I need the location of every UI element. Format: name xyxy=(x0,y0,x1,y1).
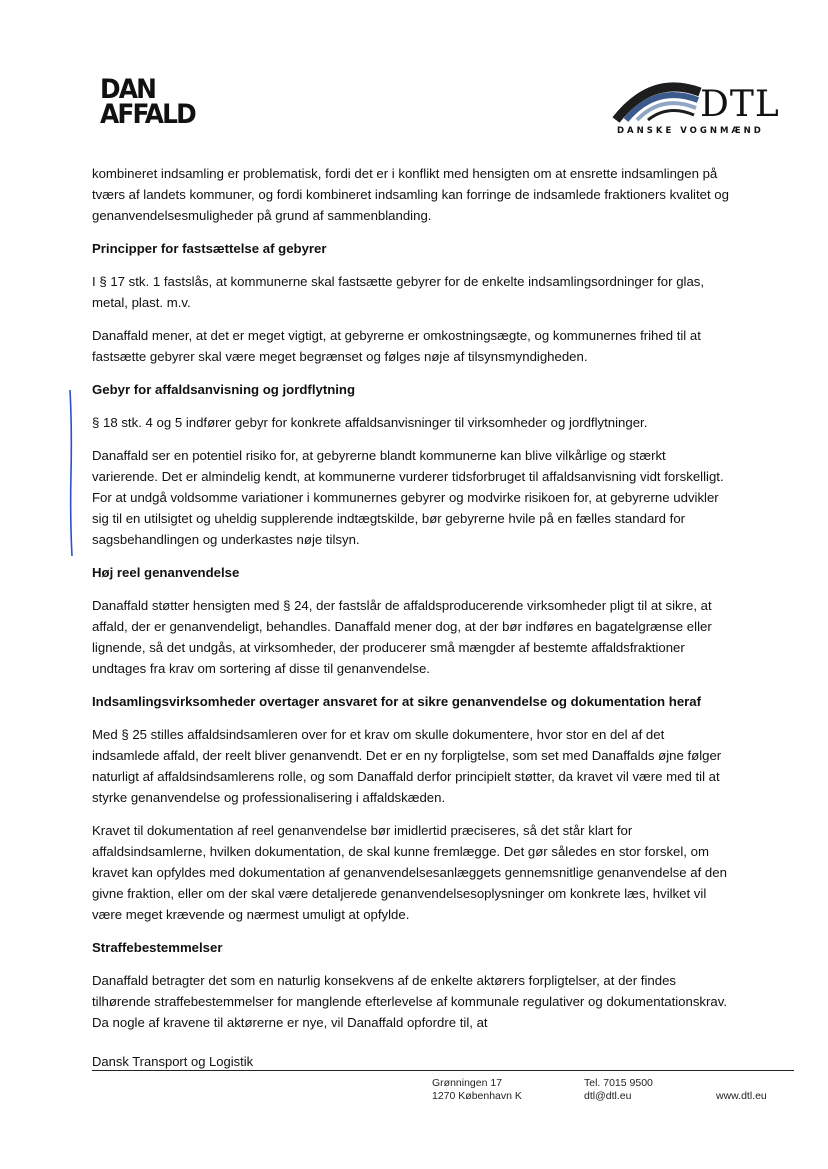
footer-organization: Dansk Transport og Logistik xyxy=(92,1054,254,1069)
paragraph: Kravet til dokumentation af reel genanvendelse bør imidlertid præciseres, så det står klart for affaldsindsamlerne, hvilken dokumentation, de skal kunne fremlægge. Det gør således en stor forskel, om kravet kan opfyldes med dokumentation af genanvendelsesanlæggets gennemsnitlige genanvendelse af den givne fraktion, eller om der skal være detaljerede genanvendelsesoplysninger om konkrete læs, hvilket vil være meget krævende og nærmest umuligt at opfylde. xyxy=(92,823,727,922)
paragraph: Danaffald mener, at det er meget vigtigt, at gebyrerne er omkostningsægte, og kommunernes frihed til at fastsætte gebyrer skal være meget begrænset og følges nøje af tilsynsmyndigheden. xyxy=(92,328,701,364)
paragraph: Danaffald støtter hensigten med § 24, der fastslår de affaldsproducerende virksomheder pligt til at sikre, at affald, der er genanvendeligt, behandles. Danaffald mener dog, at der bør indføres en bagatelgrænse eller lignende, så det undgås, at virksomheder, der producerer små mængder af bestemte affaldsfraktioner undtages fra krav om sortering af disse til genanvendelse. xyxy=(92,598,712,676)
paragraph: Danaffald ser en potentiel risiko for, at gebyrerne blandt kommunerne kan blive vilkårlige og stærkt varierende. Det er almindelig kendt, at kommunerne vurderer tidsforbruget til affaldsanvisning vidt forskelligt. For at undgå voldsomme variationer i kommunernes gebyrer og modvirke risikoen for, at gebyrerne udvikler sig til en utilsigtet og uheldig supplerende indtægtskilde, bør gebyrerne hvile på en fælles standard for sagsbehandlingen og underkastes nøje tilsyn. xyxy=(92,448,724,547)
dtl-logo-tagline: DANSKE VOGNMÆND xyxy=(617,126,764,136)
dtl-logo-name: DTL xyxy=(700,84,780,125)
paragraph: I § 17 stk. 1 fastslås, at kommunerne skal fastsætte gebyrer for de enkelte indsamlingsordninger for glas, metal, plast. m.v. xyxy=(92,274,705,310)
dtl-arc-icon xyxy=(612,78,707,126)
paragraph: Med § 25 stilles affaldsindsamleren over for et krav om skulle dokumentere, hvor stor en del af det indsamlede affald, der reelt bliver genanvendt. Det er en ny forpligtelse, som set med Danaffalds øjne følger naturligt af affaldsindsamlerens rolle, og som Danaffald derfor principielt støtter, da kravet vil være med til at styrke genanvendelse og professionalisering i affaldskæden. xyxy=(92,727,722,805)
dtl-logo xyxy=(612,78,792,140)
footer-phone: Tel. 7015 9500 xyxy=(584,1077,653,1089)
section-heading-indsamlingsvirksomheder: Indsamlingsvirksomheder overtager ansvaret for at sikre genanvendelse og dokumentation heraf xyxy=(92,694,702,709)
footer-contact xyxy=(584,1077,653,1103)
logo-affald-text: AFFALD xyxy=(100,99,195,130)
logo-dan-text: DAN xyxy=(100,74,156,105)
footer-website[interactable]: www.dtl.eu xyxy=(716,1090,767,1102)
footer-address-line2: 1270 København K xyxy=(432,1090,522,1102)
section-heading-straffebestemmelser: Straffebestemmelser xyxy=(92,940,223,955)
section-heading-affaldsanvisning: Gebyr for affaldsanvisning og jordflytning xyxy=(92,382,356,397)
section-heading-gebyrer: Principper for fastsættelse af gebyrer xyxy=(92,241,327,256)
footer-address xyxy=(432,1077,522,1103)
footer-divider xyxy=(92,1070,794,1071)
paragraph: § 18 stk. 4 og 5 indfører gebyr for konkrete affaldsanvisninger til virksomheder og jordflytninger. xyxy=(92,415,648,430)
margin-mark-line xyxy=(66,388,76,558)
paragraph: Danaffald betragter det som en naturlig konsekvens af de enkelte aktørers forpligtelser, at der findes tilhørende straffebestemmelser for manglende efterlevelse af kommunale regulativer og dokumentationskrav. Da nogle af kravene til aktørerne er nye, vil Danaffald opfordre til, at xyxy=(92,973,728,1030)
letter-body xyxy=(92,163,732,1045)
footer-address-line1: Grønningen 17 xyxy=(432,1077,503,1089)
danaffald-logo xyxy=(100,74,195,130)
section-heading-genanvendelse: Høj reel genanvendelse xyxy=(92,565,240,580)
footer-email[interactable]: dtl@dtl.eu xyxy=(584,1090,632,1102)
intro-paragraph: kombineret indsamling er problematisk, fordi det er i konflikt med hensigten om at ensrette indsamlingen på tværs af landets kommuner, og fordi kombineret indsamling kan forringe de indsamlede fraktioners kvalitet og genanvendelsesmuligheder på grund af sammenblanding. xyxy=(92,166,729,223)
